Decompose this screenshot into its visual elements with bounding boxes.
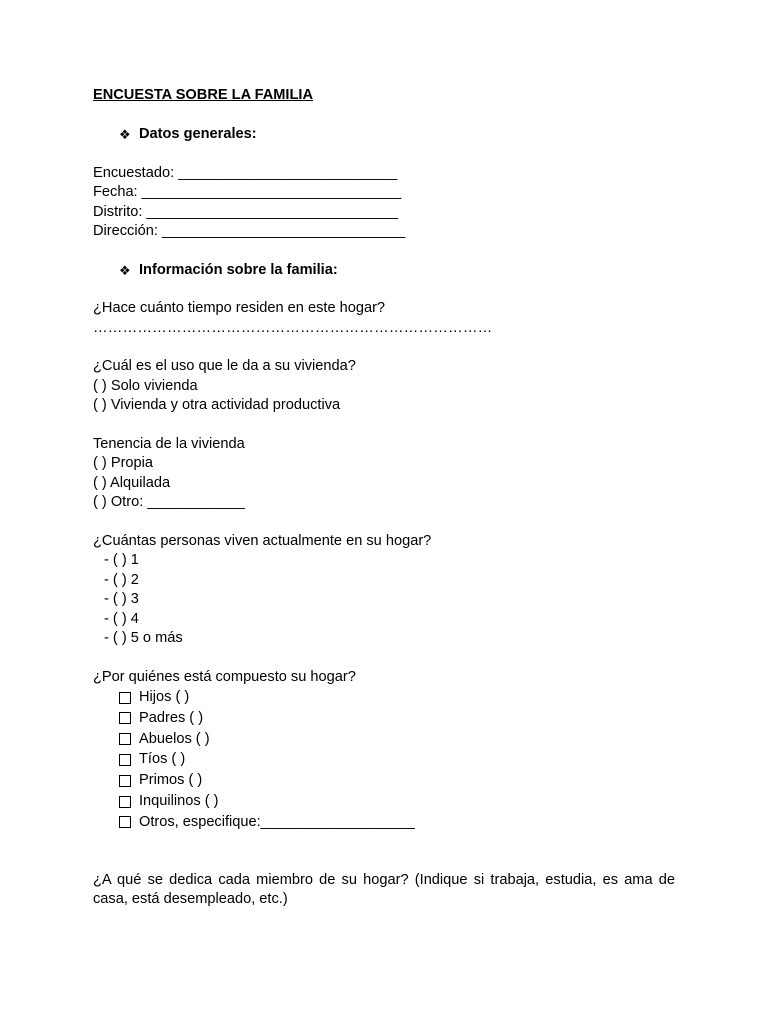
checkbox-icon[interactable] — [119, 816, 131, 828]
section-heading-family — [119, 261, 675, 280]
checkbox-icon[interactable] — [119, 775, 131, 787]
checkbox-label: Otros, especifique:___________________ — [139, 813, 415, 830]
option-size-4[interactable]: - ( ) 4 — [104, 610, 139, 627]
checkbox-label: Abuelos ( ) — [139, 730, 210, 747]
checkbox-label: Tíos ( ) — [139, 751, 186, 768]
checkbox-label: Primos ( ) — [139, 772, 203, 789]
checkbox-label: Inquilinos ( ) — [139, 792, 219, 809]
option-propia[interactable]: ( ) Propia — [93, 455, 154, 472]
answer-dotted-line[interactable]: ……………………………………………………………………… — [93, 319, 493, 336]
section-heading-label: Información sobre la familia: — [139, 261, 338, 278]
checkbox-item-hijos[interactable] — [119, 687, 675, 708]
survey-document — [93, 86, 675, 910]
document-title: ENCUESTA SOBRE LA FAMILIA — [93, 87, 313, 103]
option-size-3[interactable]: - ( ) 3 — [104, 591, 139, 608]
question-tenure: Tenencia de la vivienda — [93, 436, 245, 453]
field-distrito[interactable]: Distrito: _______________________________ — [93, 203, 399, 220]
field-fecha[interactable]: Fecha: ________________________________ — [93, 184, 402, 201]
option-size-1[interactable]: - ( ) 1 — [104, 552, 139, 569]
checkbox-icon[interactable] — [119, 733, 131, 745]
checkbox-icon[interactable] — [119, 692, 131, 704]
checkbox-item-padres[interactable] — [119, 708, 675, 729]
checkbox-icon[interactable] — [119, 754, 131, 766]
option-size-2[interactable]: - ( ) 2 — [104, 571, 139, 588]
option-otro[interactable]: ( ) Otro: ____________ — [93, 494, 245, 511]
option-alquilada[interactable]: ( ) Alquilada — [93, 474, 171, 491]
checkbox-item-otros[interactable] — [119, 812, 675, 833]
diamond-bullet-icon: ❖ — [119, 262, 131, 278]
checkbox-item-abuelos[interactable] — [119, 729, 675, 750]
question-household-composition: ¿Por quiénes está compuesto su hogar? — [93, 668, 356, 685]
section-heading-general — [119, 125, 675, 144]
checkbox-icon[interactable] — [119, 712, 131, 724]
field-direccion[interactable]: Dirección: ______________________________ — [93, 223, 406, 240]
checkbox-label: Padres ( ) — [139, 709, 204, 726]
checkbox-item-tios[interactable] — [119, 750, 675, 771]
question-residence-time: ¿Hace cuánto tiempo residen en este hogar? — [93, 300, 386, 317]
section-heading-label: Datos generales: — [139, 126, 257, 143]
diamond-bullet-icon: ❖ — [119, 127, 131, 143]
checkbox-item-primos[interactable] — [119, 770, 675, 791]
question-household-size: ¿Cuántas personas viven actualmente en su hogar? — [93, 533, 432, 550]
checkbox-label: Hijos ( ) — [139, 688, 190, 705]
field-encuestado[interactable]: Encuestado: ___________________________ — [93, 164, 398, 181]
question-housing-use: ¿Cuál es el uso que le da a su vivienda? — [93, 358, 356, 375]
checkbox-item-inquilinos[interactable] — [119, 791, 675, 812]
checkbox-icon[interactable] — [119, 796, 131, 808]
question-member-occupation: ¿A qué se dedica cada miembro de su hogar? (Indique si trabaja, estudia, es ama de casa, está desempleado, etc.) — [93, 871, 675, 908]
option-solo-vivienda[interactable]: ( ) Solo vivienda — [93, 377, 198, 394]
option-vivienda-actividad[interactable]: ( ) Vivienda y otra actividad productiva — [93, 397, 341, 414]
option-size-5-plus[interactable]: - ( ) 5 o más — [104, 630, 183, 647]
